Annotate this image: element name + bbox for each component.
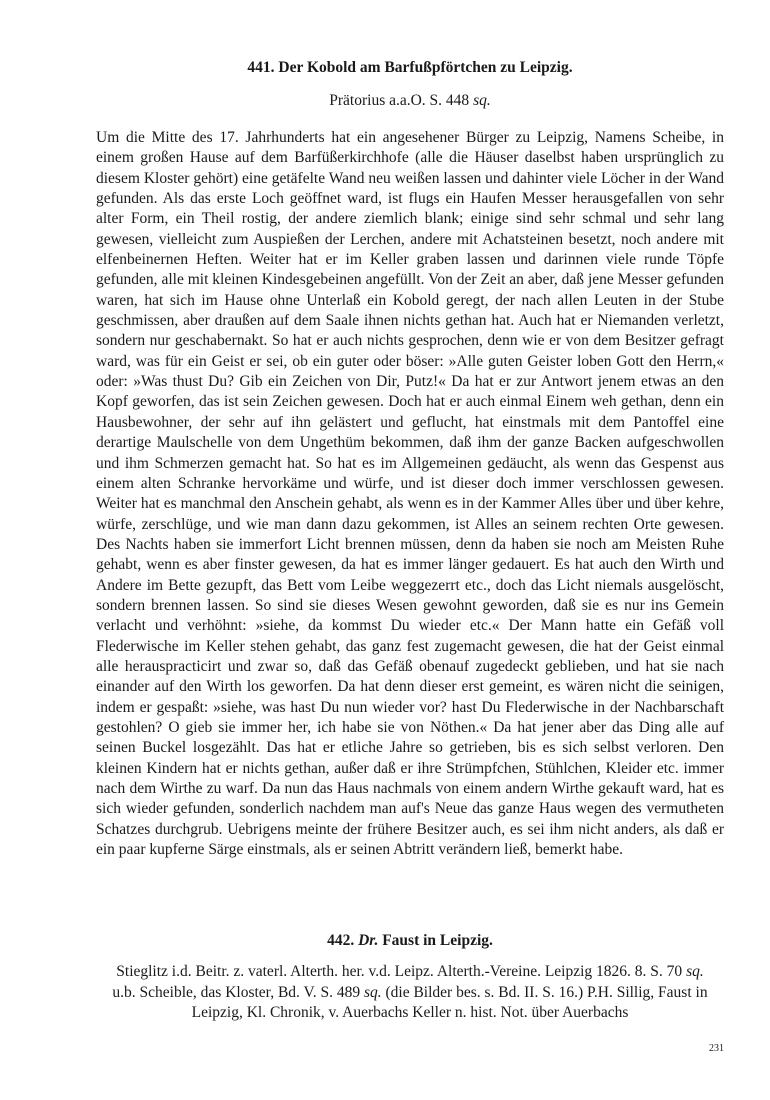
section-441-number: 441.	[247, 59, 275, 76]
ref-italic-2: sq.	[363, 983, 382, 1001]
section-442-title-italic: Dr.	[358, 932, 379, 949]
ref-text-3: (die Bilder bes. s. Bd. II. S. 16.) P.H. Sillig, Faust in Leipzig, Kl. Chronik, v. Auerbachs Keller n. hist. Not. über Auerbachs	[191, 983, 708, 1021]
section-441-heading	[96, 58, 724, 78]
ref-text-1: Stieglitz i.d. Beitr. z. vaterl. Alterth. her. v.d. Leipz. Alterth.-Vereine. Leipzig 1826. 8. S. 70	[116, 963, 683, 980]
ref-text-2: u.b. Scheible, das Kloster, Bd. V. S. 489	[112, 983, 361, 1001]
section-441-source-italic: sq.	[473, 92, 491, 109]
section-442-references	[112, 962, 708, 1024]
section-442-title: Faust in Leipzig.	[382, 932, 493, 949]
section-441-title: Der Kobold am Barfußpförtchen zu Leipzig.	[278, 59, 573, 76]
section-441-source-main: Prätorius a.a.O. S. 448	[329, 92, 470, 109]
ref-italic-1: sq.	[686, 963, 704, 980]
section-442-number: 442.	[327, 932, 355, 949]
section-442-heading	[96, 931, 724, 951]
section-441-body: Um die Mitte des 17. Jahrhunderts hat ein angesehener Bürger zu Leipzig, Namens Scheibe, in einem großen Hause auf dem Barfüßerkirchhofe (alle die Häuser daselbst haben ursprünglich zu diesem Kloster gehört) eine getäfelte Wand neu weißen lassen und dahinter viele Löcher in der Wand gefunden. Als das erste Loch geöffnet ward, ist flugs ein Haufen Messer herausgefallen von sehr alter Form, ein Theil rostig, der andere ziemlich blank; einige sind sehr schmal und sehr lang gewesen, vielleicht zum Auspießen der Lerchen, andere mit Achatsteinen besetzt, noch andere mit elfenbeinernen Heften. Weiter hat er im Keller graben lassen und darinnen viele runde Töpfe gefunden, alle mit kleinen Kindesgebeinen angefüllt. Von der Zeit an aber, daß jene Messer gefunden waren, hat sich im Hause ohne Unterlaß ein Kobold geregt, der nach allen Leuten in der Stube geschmissen, aber draußen auf dem Saale ihnen nichts gethan hat. Auch hat er Niemanden verletzt, sondern nur geschabernakt. So hat er auch nichts gesprochen, denn wie er von dem Besitzer gefragt ward, was für ein Geist er sei, ob ein guter oder böser: »Alle guten Geister loben Gott den Herrn,« oder: »Was thust Du? Gib ein Zeichen von Dir, Putz!« Da hat er zur Antwort jenem etwas an den Kopf geworfen, das ist sein Zeichen gewesen. Doch hat er auch einmal Einem weh gethan, denn ein Hausbewohner, der sehr auf ihn gelästert und geflucht, hat einstmals mit dem Pantoffel eine derartige Maulschelle von dem Ungethüm bekommen, daß ihm der ganze Backen aufgeschwollen und ihm Schmerzen gemacht hat. So hat es im Allgemeinen gedäucht, als wenn das Gespenst aus einem alten Schranke hervorkäme und würfe, und ist dieser doch immer verschlossen gewesen. Weiter hat es manchmal den Anschein gehabt, als wenn es in der Kammer Alles über und über kehre, würfe, zerschlüge, und wie man dann dazu gekommen, ist Alles an seinem rechten Orte gewesen. Des Nachts haben sie immerfort Licht brennen müssen, denn da haben sie noch am Meisten Ruhe gehabt, wenn es aber finster gewesen, da hat es immer länger gedauert. Es hat auch den Wirth und Andere im Bette gezupft, das Bett vom Leibe weggezerrt etc., doch das Licht niemals ausgelöscht, sondern brennen lassen. So sind sie dieses Wesen gewohnt geworden, daß sie es nur ins Gemein verlacht und verhöhnt: »siehe, da kommst Du wieder etc.« Der Mann hatte ein Gefäß voll Flederwische im Keller stehen gehabt, das ganz fest zugemacht gewesen, die hat der Geist einmal alle herauspracticirt und zwar so, daß das Gefäß obenauf zugedeckt geblieben, und hat sie nach einander auf den Wirth los geworfen. Da hat denn dieser erst gemeint, es wären nicht die seinigen, indem er gespaßt: »siehe, was hast Du nun wieder vor? hast Du Flederwische in der Nachbarschaft gestohlen? O gieb sie immer her, ich habe sie von Nöthen.« Da hat jener aber das Ding alle auf seinen Buckel losgezählt. Das hat er etliche Jahre so getrieben, bis es sich selbst verloren. Den kleinen Kindern hat er nichts gethan, außer daß er ihre Strümpfchen, Stühlchen, Kleider etc. immer nach dem Wirthe zu warf. Da nun das Haus nachmals von einem andern Wirthe gekauft ward, hat es sich wieder gefunden, sonderlich nachdem man auf's Neue das ganze Haus wegen des vermutheten Schatzes durchgrub. Uebrigens meinte der frühere Besitzer auch, es sei ihm nicht anders, als daß er ein paar kupferne Särge einstmals, als er seinen Abtritt verändern ließ, bemerkt habe.	[96, 129, 724, 859]
section-441-source	[96, 91, 724, 111]
page-number: 231	[709, 1043, 724, 1054]
